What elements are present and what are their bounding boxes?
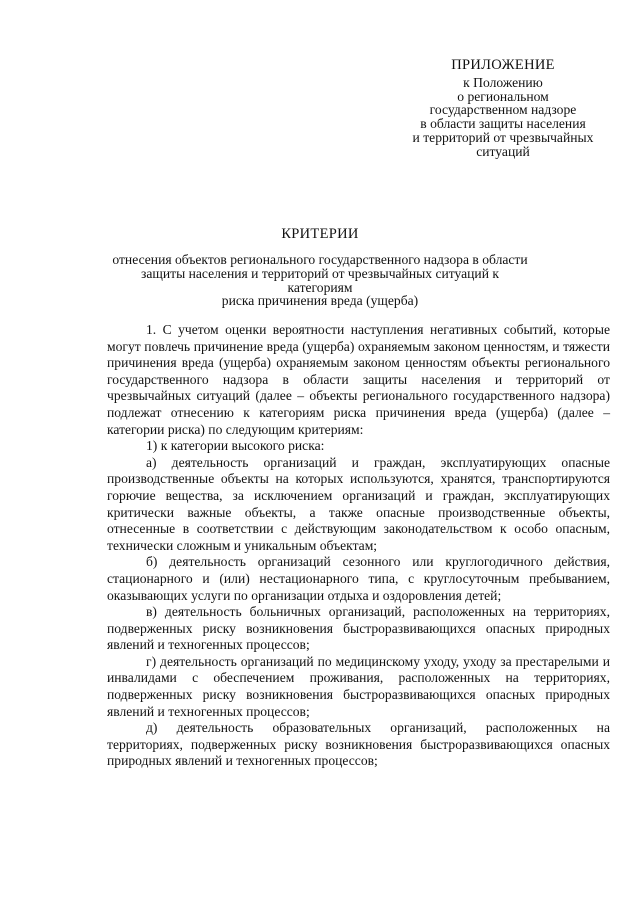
paragraph: б) деятельность организаций сезонного или круглогодичного действия, стационарного и (или) нестационарного типа, с круглосуточным пребыванием, оказывающих услуги по организации отдыха и оздоровления детей; xyxy=(107,554,610,603)
paragraph: 1. С учетом оценки вероятности наступления негативных событий, которые могут повлечь причинение вреда (ущерба) охраняемым законом ценностям, и тяжести причинения вреда (ущерба) охраняемым законом ценностям объекты регионального государственного надзора в области защиты населения и территорий от чрезвычайных ситуаций (далее – объекты регионального государственного надзора) подлежат отнесению к категориям риска причинения вреда (ущерба) (далее – категории риска) по следующим критериям: xyxy=(107,322,610,437)
document-body xyxy=(107,322,610,770)
appendix-line: ситуаций xyxy=(476,143,530,159)
appendix-line: и территорий от чрезвычайных xyxy=(412,129,594,145)
paragraph: 1) к категории высокого риска: xyxy=(146,438,325,454)
appendix-line: государственном надзоре xyxy=(429,102,577,118)
criteria-subtitle-line: отнесения объектов регионального государственного надзора в области xyxy=(112,252,528,267)
criteria-subtitle-line: риска причинения вреда (ущерба) xyxy=(221,293,419,309)
appendix-line: в области защиты населения xyxy=(420,116,586,132)
paragraph: а) деятельность организаций и граждан, эксплуатирующих опасные производственные объекты на которых используются, хранятся, транспортируются горючие вещества, за исключением организаций и граждан, эксплуатирующих критически важные объекты, а также опасные производственные объекты, отнесенные в соответствии с действующим законодательством к особо опасным, технически сложным и уникальным объектам; xyxy=(107,454,610,553)
appendix-title: ПРИЛОЖЕНИЕ xyxy=(451,57,555,73)
paragraph: в) деятельность больничных организаций, расположенных на территориях, подверженных риску возникновения быстроразвивающихся опасных природных явлений и техногенных процессов; xyxy=(107,604,610,653)
appendix-line: о региональном xyxy=(457,88,549,104)
appendix-line: к Положению xyxy=(463,75,543,90)
paragraph: г) деятельность организаций по медицинскому уходу, уходу за престарелыми и инвалидами с обеспечением проживания, расположенных на территориях, подверженных риску возникновения быстроразвивающихся опасных природных явлений и техногенных процессов; xyxy=(107,653,610,719)
appendix-block xyxy=(396,57,610,158)
paragraph: д) деятельность образовательных организаций, расположенных на территориях, подверженных риску возникновения быстроразвивающихся опасных природных явлений и техногенных процессов; xyxy=(107,720,610,769)
criteria-subtitle-line: защиты населения и территорий от чрезвычайных ситуаций к категориям xyxy=(140,265,499,295)
criteria-heading xyxy=(108,226,532,308)
criteria-title: КРИТЕРИИ xyxy=(281,226,359,242)
